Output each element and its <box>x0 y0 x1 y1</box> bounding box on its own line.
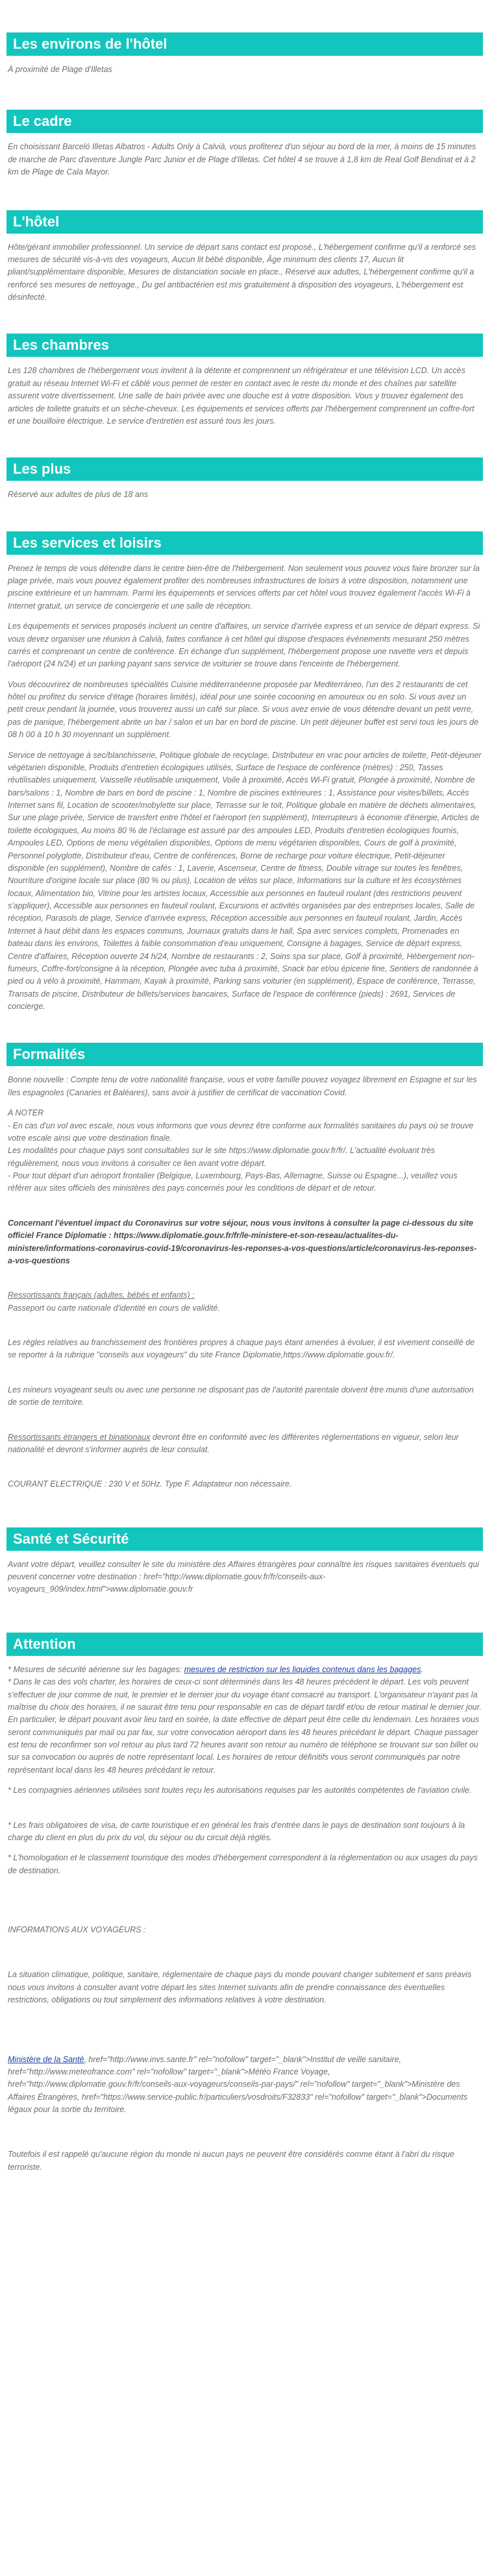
section-title-plus: Les plus <box>6 457 483 481</box>
attention-paragraph-3: * Les compagnies aériennes utilisées sont toutes reçu les autorisations requises par les autorités compétentes de l'aviation civile. <box>8 1786 472 1795</box>
cadre-text: En choisissant Barceló Illetas Albatros - Adults Only à Calvià, vous profiterez d'un séjour au bord de la mer, à moins de 15 minutes de marche de Parc d'aventure Jungle Parc Junior et de Plage d'Illetas. Cet hôtel 4 se trouve à 1,8 km de Real Golf Bendinat et à 2 km de Plage de Cala Mayor. <box>8 142 476 177</box>
section-hotel <box>8 210 483 304</box>
section-sante <box>8 1527 483 1596</box>
chambres-text: Les 128 chambres de l'hébergement vous invitent à la détente et comprennent un réfrigérateur et une télévision LCD. Un accès gratuit au réseau Internet Wi-Fi et câblé vous permet de rester en contact avec le reste du monde et des chaînes par satellite assurent votre divertissement. Une salle de bain privée avec une douche est à votre disposition. Vous y trouvez également des articles de toilette gratuits et un sèche-cheveux. Les équipements et services offerts par l'hébergement comprennent un coffre-fort et une bouilloire électrique. Le service d'entretien est assuré tous les jours. <box>8 366 474 426</box>
formalites-ressortissants-francais-text: Passeport ou carte nationale d'identité en cours de validité. <box>8 1303 220 1313</box>
section-chambres <box>8 334 483 428</box>
environs-text: À proximité de Plage d'Illetas <box>8 65 112 74</box>
section-cadre <box>8 110 483 178</box>
section-title-services: Les services et loisirs <box>6 531 483 555</box>
formalites-note-line-2: Les modalités pour chaque pays sont consultables sur le site https://www.diplomatie.gouv.fr/fr/. L'actualité évoluant très régulièrement, nous vous invitons à consulter ce lien avant votre départ. <box>8 1146 436 1168</box>
formalites-etrangers <box>8 1431 483 1457</box>
formalites-coronavirus <box>8 1217 483 1268</box>
section-title-formalites: Formalités <box>6 1043 483 1066</box>
formalites-ressortissants-francais <box>8 1289 483 1315</box>
attention-paragraph-7: La situation climatique, politique, sanitaire, réglementaire de chaque pays du monde pouvant changer subitement et sans préavis nous vous invitons à consulter avant votre départ les sites Internet suivants afin de prendre connaissance des éventuelles restrictions, obligations ou tout simplement des informations relatives à votre destination. <box>8 1970 472 2005</box>
attention-paragraph-4: * Les frais obligatoires de visa, de carte touristique et en général les frais d'entrée dans le pays de destination sont toujours à la charge du client en plus du prix du vol, du séjour ou du circuit déjà réglés. <box>8 1820 465 1842</box>
section-formalites <box>8 1043 483 1490</box>
formalites-note-line-1: - En cas d'un vol avec escale, nous vous informons que vous devrez être conforme aux formalités sanitaires du pays où se trouve votre escale ainsi que votre destination finale. <box>8 1121 474 1143</box>
section-title-attention: Attention <box>6 1633 483 1656</box>
formalites-coronavirus-text: Concernant l'éventuel impact du Coronavirus sur votre séjour, nous vous invitons à consulter la page ci-dessous du site officiel France Diplomatie : https://www.diplomatie.gouv.fr/fr/le-ministere-et-son-reseau/actualites-du-ministere/informations-coronavirus-covid-19/coronavirus-les-reponses-a-vos-questions/article/coronavirus-les-reponses-a-vos-questions <box>8 1218 477 1265</box>
formalites-etrangers-head: Ressortissants étrangers et binationaux <box>8 1432 151 1442</box>
hotel-text: Hôte/gérant immobilier professionnel. Un service de départ sans contact est proposé., L'hébergement confirme qu'il a renforcé ses mesures de sécurité vis-à-vis des voyageurs, Aucun lit bébé disponible, Âge minimum des clients 17, Aucun lit pliant/supplémentaire disponible, Mesures de distanciation sociale en place., Réservé aux adultes, L'hébergement confirme qu'il a renforcé ses mesures de nettoyage., Du gel antibactérien est mis gratuitement à disposition des voyageurs, L'hébergement est désinfecté. <box>8 242 476 302</box>
formalites-etrangers-text: devront être en conformité avec les différentes réglementations en vigueur, selon leur nationalité et devront s'informer auprès de leur consulat. <box>8 1432 459 1454</box>
liquids-restriction-link[interactable]: mesures de restriction sur les liquides contenus dans les bagages <box>184 1664 421 1674</box>
section-plus <box>8 457 483 501</box>
formalites-ressortissants-francais-head: Ressortissants français (adultes, bébés et enfants) : <box>8 1291 195 1300</box>
attention-paragraph-1 <box>8 1664 483 1676</box>
section-services <box>8 531 483 1014</box>
attention-bagages-suffix: . <box>421 1664 423 1674</box>
attention-paragraph-9: Toutefois il est rappelé qu'aucune région du monde ni aucun pays ne peuvent être considérés comme étant à l'abri du risque terroriste. <box>8 2150 455 2172</box>
formalites-paragraph-1: Bonne nouvelle : Compte tenu de votre nationalité française, vous et votre famille pouvez voyagez librement en Espagne et sur les îles espagnoles (Canaries et Baléares), sans avoir à justifier de certificat de vaccination Covid. <box>8 1075 477 1097</box>
formalites-note <box>8 1107 483 1195</box>
attention-paragraph-5: * L'homologation et le classement touristique des modes d'hébergement correspondent à la réglementation ou aux usages du pays de destination. <box>8 1853 478 1875</box>
formalites-courant: COURANT ELECTRIQUE : 230 V et 50Hz. Type F. Adaptateur non nécessaire. <box>8 1479 292 1489</box>
services-paragraph-4: Service de nettoyage à sec/blanchisserie, Politique globale de recyclage, Distributeur en vrac pour articles de toilette, Petit-déjeuner végétarien disponible, Produits d'entretien écologiques utilisés, Surface de l'espace de conférence (mètres) : 250, Tasses réutilisables uniquement, Vaisselle réutilisable uniquement, Voile à proximité, Accès Wi-Fi gratuit, Plongée à proximité, Nombre de bars/salons : 1, Nombre de bars en bord de piscine : 1, Nombre de piscines extérieures : 1, Assistance pour visites/billets, Accès Internet sans fil, Location de scooter/mobylette sur place, Terrasse sur le toit, Politique globale en matière de déchets alimentaires, Sur une plage privée, Service de transfert entre l'hôtel et l'aéroport (en supplément), Interrupteurs à économie d'énergie, Articles de toilette écologiques, Au moins 80 % de l'éclairage est assuré par des ampoules LED, Produits d'entretien écologiques fournis, Ampoules LED, Options de menu végétalien disponibles, Options de menu végétarien disponibles, Cours de golf à proximité, Personnel polyglotte, Distributeur d'eau, Centre de conférences, Borne de recharge pour voiture électrique, Petit-déjeuner disponible (en supplément), Nombre de cafés : 1, Laverie, Ascenseur, Centre de fitness, Double vitrage sur toutes les fenêtres, Nourriture d'origine locale sur place (80 % ou plus), Location de vélos sur place, Informations sur la culture et les écosystèmes locaux, Alimentation bio, Vitrine pour les artistes locaux, Accessible aux personnes en fauteuil roulant (des restrictions peuvent s'appliquer), Accessible aux personnes en fauteuil roulant, Excursions et activités organisées par des entreprises locales, Salle de réception, Parasols de plage, Service d'arrivée express, Réception accessible aux personnes en fauteuil roulant, Jardin, Accès Internet à haut débit dans les espaces communs, Journaux gratuits dans le hall, Spa avec services complets, Promenades en bateau dans les environs, Toilettes à faible consommation d'eau uniquement, Consigne à bagages, Service de départ express, Centre d'affaires, Réception ouverte 24 h/24, Nombre de restaurants : 2, Soins spa sur place, Golf à proximité, Hébergement non-fumeurs, Coffre-fort/consigne à la réception, Plongée avec tuba à proximité, Snack bar et/ou épicerie fine, Sentiers de randonnée à pied ou à vélo à proximité, Hammam, Kayak à proximité, Parking sans voiturier (en supplément), Espace de conférence, Terrasse, Transats de piscine, Distributeur de billets/services bancaires, Surface de l'espace de conférence (pieds) : 2691, Services de concierge. <box>8 750 482 1011</box>
attention-paragraph-8-text: , href="http://www.invs.sante.fr" rel="nofollow" target="_blank">Institut de veille sanitaire, href="http://www.meteofrance.com" rel="nofollow" target="_blank">Météo France Voyage, href="http://www.diplomatie.gouv.fr/fr/conseils-aux-voyageurs/conseils-par-pays/" rel="nofollow" target="_blank">Ministère des Affaires Étrangères, href="https://www.service-public.fr/particuliers/vosdroits/F32833" rel="nofollow" target="_blank">Documents légaux pour la sortie du territoire. <box>8 2054 468 2114</box>
attention-informations-voyageurs: INFORMATIONS AUX VOYAGEURS : <box>8 1925 146 1934</box>
sante-text: Avant votre départ, veuillez consulter le site du ministère des Affaires étrangères pour connaître les risques sanitaires éventuels qui peuvent concerner votre destination : href="http://www.diplomatie.gouv.fr/fr/conseils-aux-voyageurs_909/index.html">www.diplomatie.gouv.fr <box>8 1559 480 1594</box>
formalites-mineurs: Les mineurs voyageant seuls ou avec une personne ne disposant pas de l'autorité parentale doivent être munis d'une autorisation de sortie de territoire. <box>8 1385 474 1407</box>
section-title-hotel: L'hôtel <box>6 210 483 234</box>
ministere-sante-link[interactable]: Ministère de la Santé <box>8 2054 84 2064</box>
section-attention <box>8 1633 483 2174</box>
formalites-frontieres: Les règles relatives au franchissement des frontières propres à chaque pays étant amenées à évoluer, il est vivement conseillé de se reporter à la rubrique "conseils aux voyageurs" du site France Diplomatie,https://www.diplomatie.gouv.fr/. <box>8 1338 475 1360</box>
attention-bagages-prefix: * Mesures de sécurité aérienne sur les bagages: <box>8 1664 184 1674</box>
services-paragraph-2: Les équipements et services proposés incluent un centre d'affaires, un service d'arrivée express et un service de départ express. Si vous devez organiser une réunion à Calvià, faites confiance à cet hôtel qui dispose d'espaces événements mesurant 250 mètres carrés et comprenant un centre de conférence. En échange d'un supplément, l'hébergement propose une navette vers et depuis l'aéroport (24 h/24) et un parking payant sans service de voiturier se trouve dans l'enceinte de l'hébergement. <box>8 622 480 669</box>
services-paragraph-3: Vous découvrirez de nombreuses spécialités Cuisine méditerranéenne proposée par Mediterráneo, l'un des 2 restaurants de cet hôtel ou profitez du service d'étage (horaires limités), idéal pour une soirée cocooning en amoureux ou en solo. Si vous avez un petit creux pendant la journée, vous trouverez aussi un café sur place. Si vous avez envie de vous détendre devant un petit verre, pas de panique, l'hébergement abrite un bar / salon et un bar en bord de piscine. Un petit déjeuner buffet est servi tous les jours de 08 h 00 à 10 h 30 moyennant un supplément. <box>8 679 479 740</box>
formalites-note-title: A NOTER <box>8 1108 44 1118</box>
section-title-sante: Santé et Sécurité <box>6 1527 483 1551</box>
attention-paragraph-2: * Dans le cas des vols charter, les horaires de ceux-ci sont déterminés dans les 48 heures précédent le départ. Les vols peuvent s'effectuer de jour comme de nuit, le premier et le dernier jour du voyage étant consacré au transport. L'organisateur n'ayant pas la maîtrise du choix des horaires, il ne saurait être tenu pour responsable en cas de départ tardif et/ou de retour matinal le dernier jour. En particulier, le départ pouvant avoir lieu tard en soirée, la date effective de départ peut être celle du lendemain. Les horaires vous seront communiqués par mail ou par fax, sur votre convocation aéroport dans les 48 heures précédant le départ. Chaque passager est tenu de reconfirmer son vol retour au plus tard 72 heures avant son retour au numéro de téléphone se trouvant sur son billet ou sur sa convocation ou auprès de notre représentant local. Les horaires de retour définitifs vous seront communiqués par notre représentant local dans les 48 heures précédant le retour. <box>8 1677 482 1775</box>
section-environs <box>8 32 483 76</box>
section-title-cadre: Le cadre <box>6 110 483 133</box>
section-title-chambres: Les chambres <box>6 334 483 357</box>
services-paragraph-1: Prenez le temps de vous détendre dans le centre bien-être de l'hébergement. Non seulement vous pouvez vous faire bronzer sur la plage privée, mais vous pouvez également profiter des nombreuses infrastructures de loisirs à votre disposition, notamment une piscine extérieure et un hammam. Parmi les équipements et services offerts par cet hôtel vous trouvez également l'accès Wi-Fi à Internet gratuit, un service de conciergerie et une salle de réception. <box>8 563 480 611</box>
formalites-note-line-3: - Pour tout départ d'un aéroport frontalier (Belgique, Luxembourg, Pays-Bas, Allemagne, Suisse ou Espagne...), veuillez vous référer aux sites officiels des ministères des pays concernés pour les conditions de départ et de retour. <box>8 1171 458 1193</box>
plus-text: Réservé aux adultes de plus de 18 ans <box>8 490 149 500</box>
section-title-environs: Les environs de l'hôtel <box>6 32 483 56</box>
attention-paragraph-8 <box>8 2054 483 2117</box>
